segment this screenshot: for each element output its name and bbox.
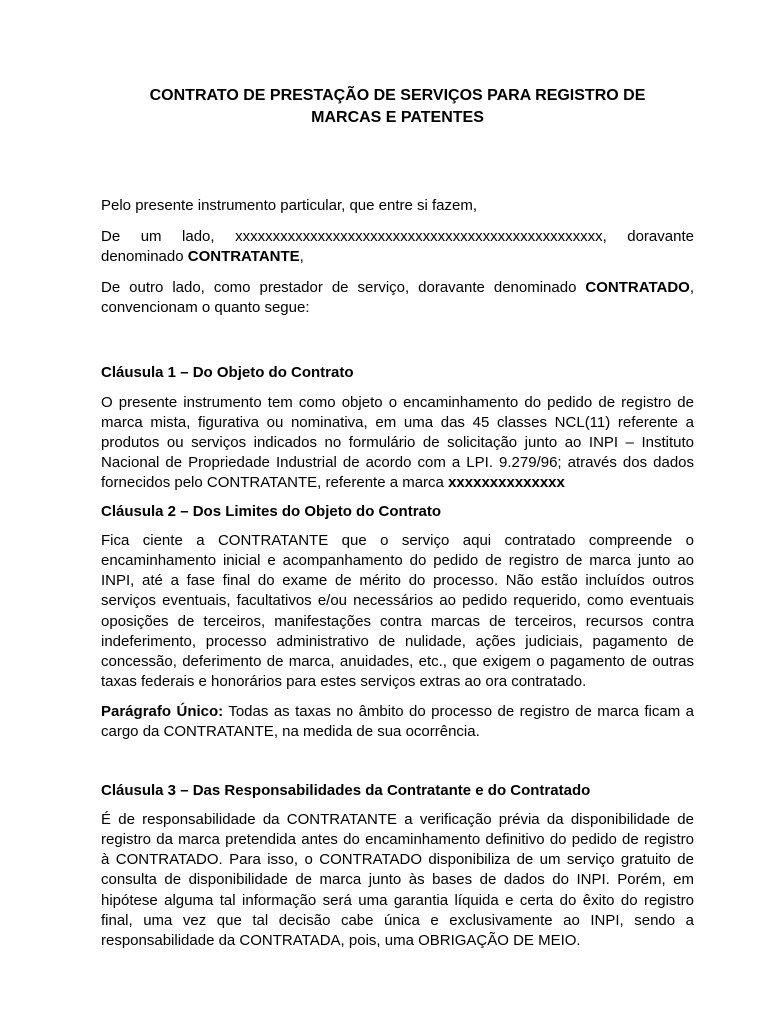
document-title	[101, 85, 694, 129]
contratante-paragraph	[101, 227, 694, 267]
document-page	[101, 85, 694, 951]
word-lado: lado,	[182, 228, 215, 246]
clause-1-heading: Cláusula 1 – Do Objeto do Contrato	[101, 364, 354, 382]
contratante-suffix: ,	[299, 248, 304, 266]
contratado-paragraph	[101, 278, 694, 318]
clause-2-body: Fica ciente a CONTRATANTE que o serviço aqui contratado compreende o encaminhamento inicial e acompanhamento do pedido de registro de marca junto ao INPI, até a fase final do exame de mérito do processo. Não estão incluídos outros serviços eventuais, facultativos e/ou necessários ao pedido requerido, como eventuais oposições de terceiros, manifestações contra marcas de terceiros, recursos contra indeferimento, processo administrativo de nulidade, ações judiciais, pagamento de concessão, deferimento de marca, anuidades, etc., que exigem o pagamento de outras taxas federais e honorários para estes serviços extras ao ora contratado.	[101, 532, 694, 690]
title-line-2: MARCAS E PATENTES	[311, 109, 484, 126]
paragrafo-unico	[101, 702, 694, 742]
paragrafo-unico-text: Todas as taxas no âmbito do processo de registro de marca ficam a cargo da CONTRATANTE, na medida de sua ocorrência.	[101, 702, 695, 740]
contratado-label: CONTRATADO	[585, 279, 690, 297]
contratante-line-1	[101, 227, 694, 247]
clause-3-body: É de responsabilidade da CONTRATANTE a verificação prévia da disponibilidade de registro da marca pretendida antes do encaminhamento definitivo do pedido de registro à CONTRATADO. Para isso, o CONTRATADO disponibiliza de um serviço gratuito de consulta de disponibilidade de marca junto às bases de dados do INPI. Porém, em hipótese alguma tal informação será uma garantia líquida e certa do êxito do registro final, uma vez que tal decisão cabe única e exclusivamente ao INPI, sendo a responsabilidade da CONTRATADA, pois, uma OBRIGAÇÃO DE MEIO.	[101, 811, 694, 949]
contratante-line-2	[101, 247, 694, 267]
contratante-label: CONTRATANTE	[187, 248, 300, 266]
word-um: um	[140, 228, 162, 246]
word-de: De	[101, 228, 121, 246]
word-doravante: doravante	[627, 228, 694, 246]
title-line-1: CONTRATO DE PRESTAÇÃO DE SERVIÇOS PARA REGISTRO DE	[149, 87, 646, 104]
clause-1-brand-placeholder: xxxxxxxxxxxxxx	[448, 473, 565, 491]
clause-1-text: O presente instrumento tem como objeto o encaminhamento do pedido de registro de marca mista, figurativa ou nominativa, em uma das 45 classes NCL(11) referente a produtos ou serviços indicados no formulário de solicitação junto ao INPI – Instituto Nacional de Propriedade Industrial de acordo com a LPI. 9.279/96; através dos dados fornecidos pelo CONTRATANTE, referente a marca	[101, 393, 694, 491]
contratado-suffix: , convencionam o quanto segue:	[101, 279, 694, 317]
intro-paragraph: Pelo presente instrumento particular, que entre si fazem,	[101, 197, 478, 214]
contratante-prefix: denominado	[101, 248, 188, 266]
contratante-name-placeholder: xxxxxxxxxxxxxxxxxxxxxxxxxxxxxxxxxxxxxxxxxxxxxxxxx,	[235, 228, 607, 246]
paragrafo-unico-label: Parágrafo Único:	[101, 702, 224, 720]
clause-2-heading: Cláusula 2 – Dos Limites do Objeto do Contrato	[101, 503, 442, 521]
clause-1-body	[101, 393, 694, 493]
clause-3-heading: Cláusula 3 – Das Responsabilidades da Contratante e do Contratado	[101, 782, 591, 800]
contratado-prefix: De outro lado, como prestador de serviço, doravante denominado	[101, 279, 586, 297]
